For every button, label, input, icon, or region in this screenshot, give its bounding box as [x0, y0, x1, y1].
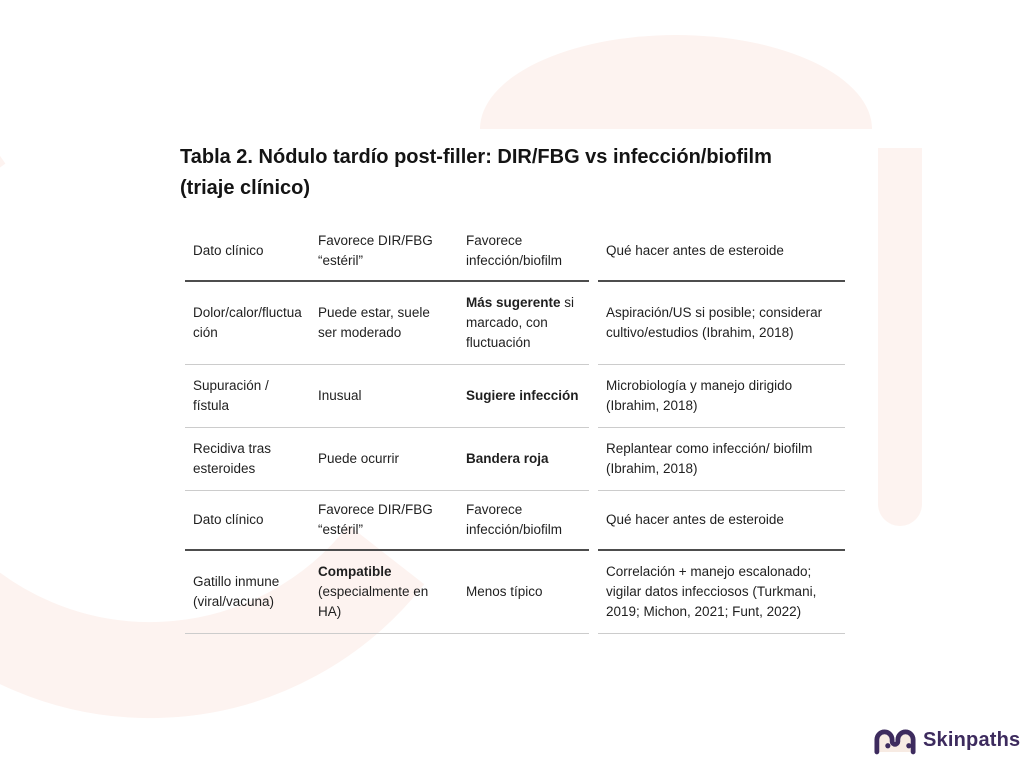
table-header-row: [185, 222, 845, 282]
table-header-row: [185, 491, 845, 551]
cell-r1-c1: Puede estar, suele ser moderado: [310, 282, 458, 365]
cell-r3-c0: Recidiva tras esteroides: [185, 428, 310, 491]
cell-r5-c0: Gatillo inmune (viral/vacuna): [185, 551, 310, 634]
brand-wordmark: Skinpaths: [923, 729, 1021, 751]
page-title: [180, 142, 848, 204]
cell-r1-c3: Aspiración/US si posible; considerar cultivo/estudios (Ibrahim, 2018): [598, 282, 845, 365]
cell-r3-c3: Replantear como infección/ biofilm (Ibrahim, 2018): [598, 428, 845, 491]
header-cell-r0-c0: Dato clínico: [185, 222, 310, 282]
decor-pink-band: [878, 148, 922, 526]
table-row: [185, 282, 845, 365]
decor-pink-dome: [480, 35, 872, 129]
column-gap: [589, 365, 598, 428]
cell-r2-c0: Supuración / fístula: [185, 365, 310, 428]
table-row: [185, 365, 845, 428]
cell-r5-c2: Menos típico: [458, 551, 589, 634]
cell-r2-c3: Microbiología y manejo dirigido (Ibrahim, 2018): [598, 365, 845, 428]
table-row: [185, 551, 845, 634]
skinpaths-wave-icon: [874, 726, 916, 755]
header-cell-r0-c1: Favorece DIR/FBG “estéril”: [310, 222, 458, 282]
column-gap: [589, 282, 598, 365]
triage-table: [185, 222, 845, 634]
triage-table-body: [185, 222, 845, 634]
cell-r1-c2: Más sugerente si marcado, con fluctuación: [458, 282, 589, 365]
cell-r1-c0: Dolor/calor/fluctuación: [185, 282, 310, 365]
cell-r2-c2: Sugiere infección: [458, 365, 589, 428]
brand-logo: [874, 726, 1020, 755]
cell-r5-c3: Correlación + manejo escalonado; vigilar datos infecciosos (Turkmani, 2019; Michon, 2021; Funt, 2022): [598, 551, 845, 634]
column-gap: [589, 222, 598, 282]
cell-r3-c1: Puede ocurrir: [310, 428, 458, 491]
page-title-line2: (triaje clínico): [180, 177, 311, 199]
page-title-line1: Tabla 2. Nódulo tardío post-filler: DIR/FBG vs infección/biofilm: [180, 146, 772, 168]
column-gap: [589, 428, 598, 491]
header-cell-r4-c2: Favorece infección/biofilm: [458, 491, 589, 551]
cell-r5-c1: Compatible (especialmente en HA): [310, 551, 458, 634]
column-gap: [589, 491, 598, 551]
header-cell-r4-c0: Dato clínico: [185, 491, 310, 551]
header-cell-r0-c2: Favorece infección/biofilm: [458, 222, 589, 282]
table-row: [185, 428, 845, 491]
header-cell-r4-c3: Qué hacer antes de esteroide: [598, 491, 845, 551]
column-gap: [589, 551, 598, 634]
header-cell-r0-c3: Qué hacer antes de esteroide: [598, 222, 845, 282]
cell-r3-c2: Bandera roja: [458, 428, 589, 491]
cell-r2-c1: Inusual: [310, 365, 458, 428]
header-cell-r4-c1: Favorece DIR/FBG “estéril”: [310, 491, 458, 551]
